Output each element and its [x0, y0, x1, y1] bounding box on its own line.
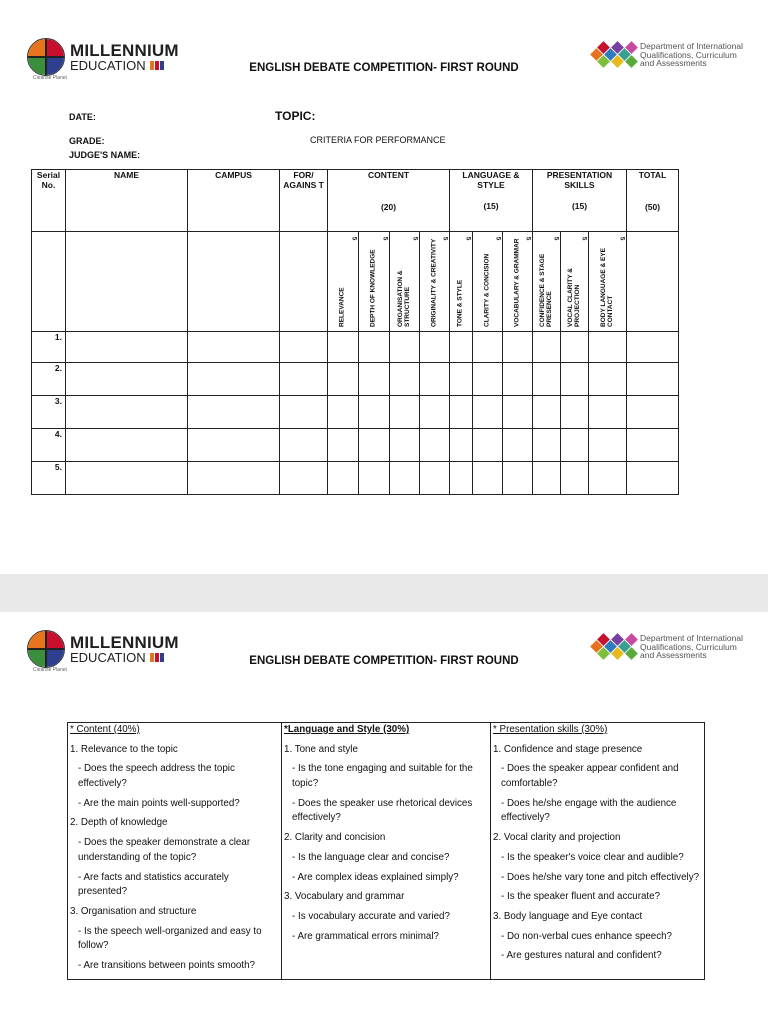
- name-header: NAME: [66, 170, 188, 232]
- presentation-group-marks: (15): [571, 201, 588, 211]
- score-cell[interactable]: [188, 363, 280, 396]
- score-cell[interactable]: [280, 363, 328, 396]
- mosaic-icon: [590, 38, 636, 72]
- score-cell[interactable]: [627, 363, 679, 396]
- score-cell[interactable]: [450, 429, 473, 462]
- score-cell[interactable]: [503, 363, 533, 396]
- score-cell[interactable]: [390, 363, 420, 396]
- criteria-label: VOCABULARY & GRAMMAR: [513, 238, 521, 327]
- score-cell[interactable]: [280, 396, 328, 429]
- language-group-header: [450, 170, 533, 232]
- rubric-item: - Is the speaker fluent and accurate?: [501, 891, 661, 903]
- content-criteria-cell: [68, 723, 282, 980]
- score-cell[interactable]: [561, 363, 589, 396]
- rubric-item: 1. Confidence and stage presence: [493, 743, 643, 755]
- rubric-item: 3. Vocabulary and grammar: [284, 891, 405, 903]
- score-cell[interactable]: [627, 332, 679, 363]
- score-cell[interactable]: [390, 332, 420, 363]
- criteria-max-mark: 5: [411, 236, 419, 241]
- criteria-max-mark: 5: [552, 236, 560, 241]
- content-group-marks: (20): [380, 202, 397, 212]
- criteria-row: [32, 232, 679, 332]
- judge-name-label: JUDGE'S NAME:: [69, 150, 141, 160]
- criteria-label: CLARITY & CONCISION: [483, 253, 491, 327]
- score-cell[interactable]: [66, 332, 188, 363]
- criteria-max-mark: 5: [494, 236, 502, 241]
- brand-name: MILLENNIUM: [70, 633, 179, 652]
- score-cell[interactable]: [188, 332, 280, 363]
- score-cell[interactable]: [188, 462, 280, 495]
- language-criteria-cell: [282, 723, 491, 980]
- rubric-item: - Are transitions between points smooth?: [78, 959, 255, 971]
- rubric-item: - Does the speaker appear confident and comfortable?: [501, 763, 679, 790]
- score-cell[interactable]: [473, 396, 503, 429]
- rubric-item: 2. Clarity and concision: [284, 832, 386, 844]
- score-cell[interactable]: [533, 363, 561, 396]
- criteria-blank: [32, 232, 66, 332]
- department-logo-2: [590, 630, 743, 664]
- content-criteria-title: * Content (40%): [70, 724, 140, 735]
- criteria-label: TONE & STYLE: [456, 279, 464, 327]
- score-cell[interactable]: [473, 332, 503, 363]
- score-cell[interactable]: [390, 396, 420, 429]
- score-cell[interactable]: [188, 429, 280, 462]
- total-header: [627, 170, 679, 232]
- criteria-label: CRITERIA FOR PERFORMANCE: [310, 135, 446, 145]
- score-cell[interactable]: [533, 332, 561, 363]
- rubric-item: - Is the speaker's voice clear and audible?: [501, 851, 684, 863]
- rubric-item: - Are grammatical errors minimal?: [292, 930, 439, 942]
- content-group-label: CONTENT: [367, 170, 410, 180]
- criteria-header-2: [359, 232, 390, 332]
- language-group-marks: (15): [483, 201, 499, 211]
- criteria-max-mark: 5: [381, 236, 389, 241]
- for-against-header: FOR/ AGAINS T: [280, 170, 328, 232]
- score-cell[interactable]: [533, 429, 561, 462]
- score-cell[interactable]: [589, 363, 627, 396]
- rubric-item: 3. Body language and Eye contact: [493, 910, 643, 922]
- content-group-header: [328, 170, 450, 232]
- score-cell[interactable]: [188, 396, 280, 429]
- criteria-header-9: [561, 232, 589, 332]
- score-cell[interactable]: [473, 429, 503, 462]
- rubric-item: - Does the speaker demonstrate a clear understanding of the topic?: [78, 837, 251, 863]
- serial-number: 5.: [32, 462, 66, 495]
- language-group-label: LANGUAGE & STYLE: [462, 170, 520, 190]
- table-row: [32, 332, 679, 363]
- criteria-max-mark: 5: [464, 236, 472, 241]
- criteria-label: VOCAL CLARITY & PROJECTION: [566, 268, 581, 327]
- score-cell[interactable]: [589, 429, 627, 462]
- score-cell[interactable]: [280, 332, 328, 363]
- presentation-criteria-cell: [491, 723, 705, 980]
- total-marks: (50): [644, 202, 661, 212]
- rubric-item: - Are the main points well-supported?: [78, 797, 240, 809]
- rubric-item: - Do non-verbal cues enhance speech?: [501, 930, 673, 942]
- score-cell[interactable]: [589, 462, 627, 495]
- document-title-2: ENGLISH DEBATE COMPETITION- FIRST ROUND: [249, 655, 519, 667]
- score-table: [31, 169, 679, 495]
- logo-tagline: Cleanse Planet: [33, 75, 67, 81]
- criteria-label: CONFIDENCE & STAGE PRESENCE: [538, 253, 553, 327]
- department-line1: Department of International: [640, 632, 744, 643]
- criteria-label: DEPTH OF KNOWLEDGE: [369, 249, 377, 327]
- score-cell[interactable]: [589, 396, 627, 429]
- department-line3: and Assessments: [640, 650, 707, 661]
- score-cell[interactable]: [420, 462, 450, 495]
- table-row: [32, 396, 679, 429]
- rubric-page: [0, 612, 768, 1024]
- score-cell[interactable]: [473, 363, 503, 396]
- score-cell[interactable]: [627, 429, 679, 462]
- topic-label: TOPIC:: [275, 109, 316, 123]
- score-cell[interactable]: [328, 332, 359, 363]
- rubric-item: - Does he/she engage with the audience effectively?: [501, 797, 677, 824]
- score-cell[interactable]: [390, 462, 420, 495]
- serial-number: 4.: [32, 429, 66, 462]
- score-cell[interactable]: [561, 396, 589, 429]
- rubric-item: 2. Vocal clarity and projection: [493, 832, 621, 844]
- mosaic-icon: [590, 630, 636, 664]
- score-cell[interactable]: [66, 363, 188, 396]
- score-cell[interactable]: [280, 462, 328, 495]
- presentation-group-label: PRESENTATION SKILLS: [546, 170, 613, 190]
- score-cell[interactable]: [561, 429, 589, 462]
- rubric-item: - Is the language clear and concise?: [292, 851, 450, 863]
- presentation-criteria-title: * Presentation skills (30%): [493, 724, 608, 735]
- department-line2: Qualifications, Curriculum: [640, 49, 737, 60]
- score-cell[interactable]: [328, 363, 359, 396]
- rubric-item: - Does he/she vary tone and pitch effectively?: [501, 871, 700, 883]
- rubric-item: 1. Tone and style: [284, 743, 358, 755]
- table-row: [32, 429, 679, 462]
- grade-label: GRADE:: [69, 136, 105, 146]
- rubric-item: - Are gestures natural and confident?: [501, 950, 662, 962]
- score-cell[interactable]: [66, 429, 188, 462]
- rubric-item: - Is the tone engaging and suitable for the topic?: [292, 763, 473, 790]
- campus-header: CAMPUS: [188, 170, 280, 232]
- criteria-max-mark: 5: [350, 236, 358, 241]
- department-logo: [590, 38, 743, 72]
- department-line1: Department of International: [640, 40, 744, 51]
- score-cell[interactable]: [533, 462, 561, 495]
- total-label: TOTAL: [638, 170, 667, 180]
- score-cell[interactable]: [328, 462, 359, 495]
- score-cell[interactable]: [328, 396, 359, 429]
- criteria-header-6: [473, 232, 503, 332]
- criteria-max-mark: 5: [580, 236, 588, 241]
- document-title: ENGLISH DEBATE COMPETITION- FIRST ROUND: [249, 62, 519, 74]
- logo-tagline: Cleanse Planet: [33, 667, 67, 673]
- score-cell[interactable]: [450, 332, 473, 363]
- rubric-item: 2. Depth of knowledge: [70, 817, 168, 829]
- criteria-label: RELEVANCE: [338, 287, 346, 327]
- score-cell[interactable]: [359, 429, 390, 462]
- score-cell[interactable]: [503, 429, 533, 462]
- brand-name: MILLENNIUM: [70, 41, 179, 60]
- score-cell[interactable]: [450, 462, 473, 495]
- rubric-item: - Is vocabulary accurate and varied?: [292, 910, 450, 922]
- rubric-table: [67, 722, 705, 980]
- rubric-item: - Is the speech well-organized and easy to follow?: [78, 925, 262, 952]
- rubric-item: 3. Organisation and structure: [70, 905, 197, 917]
- criteria-label: BODY LANGUAGE & EYE CONTACT: [599, 248, 614, 327]
- serial-header: Serial No.: [32, 170, 66, 232]
- score-cell[interactable]: [420, 396, 450, 429]
- score-cell[interactable]: [420, 429, 450, 462]
- score-cell[interactable]: [561, 332, 589, 363]
- score-cell[interactable]: [420, 363, 450, 396]
- score-cell[interactable]: [280, 429, 328, 462]
- serial-number: 1.: [32, 332, 66, 363]
- score-cell[interactable]: [561, 462, 589, 495]
- score-cell[interactable]: [533, 396, 561, 429]
- criteria-blank: [188, 232, 280, 332]
- date-label: DATE:: [69, 112, 96, 122]
- score-cell[interactable]: [503, 462, 533, 495]
- score-cell[interactable]: [359, 332, 390, 363]
- criteria-header-5: [450, 232, 473, 332]
- score-cell[interactable]: [589, 332, 627, 363]
- rubric-item: - Does the speaker use rhetorical devices effectively?: [292, 797, 473, 824]
- criteria-max-mark: 5: [618, 236, 626, 241]
- table-row: [32, 363, 679, 396]
- brand-subname: EDUCATION: [70, 650, 146, 665]
- score-cell[interactable]: [359, 363, 390, 396]
- department-line3: and Assessments: [640, 58, 707, 69]
- score-cell[interactable]: [359, 462, 390, 495]
- score-cell[interactable]: [627, 462, 679, 495]
- score-cell[interactable]: [328, 429, 359, 462]
- rubric-item: 1. Relevance to the topic: [70, 743, 178, 755]
- criteria-header-1: [328, 232, 359, 332]
- serial-number: 2.: [32, 363, 66, 396]
- criteria-blank: [66, 232, 188, 332]
- score-cell[interactable]: [420, 332, 450, 363]
- serial-number: 3.: [32, 396, 66, 429]
- rubric-item: - Are complex ideas explained simply?: [292, 871, 459, 883]
- criteria-header-10: [589, 232, 627, 332]
- criteria-header-3: [390, 232, 420, 332]
- criteria-blank: [627, 232, 679, 332]
- score-cell[interactable]: [627, 396, 679, 429]
- score-cell[interactable]: [503, 396, 533, 429]
- department-line2: Qualifications, Curriculum: [640, 641, 737, 652]
- score-cell[interactable]: [450, 396, 473, 429]
- score-cell[interactable]: [473, 462, 503, 495]
- criteria-blank: [280, 232, 328, 332]
- score-cell[interactable]: [390, 429, 420, 462]
- criteria-header-4: [420, 232, 450, 332]
- presentation-group-header: [533, 170, 627, 232]
- criteria-label: ORIGINALITY & CREATIVITY: [430, 238, 438, 327]
- rubric-item: - Does the speech address the topic effectively?: [78, 763, 235, 790]
- score-cell[interactable]: [66, 462, 188, 495]
- criteria-header-8: [533, 232, 561, 332]
- criteria-max-mark: 5: [524, 236, 532, 241]
- rubric-item: - Are facts and statistics accurately presented?: [78, 871, 229, 898]
- brand-subname: EDUCATION: [70, 58, 146, 73]
- language-criteria-title: *Language and Style (30%): [284, 724, 410, 735]
- criteria-header-7: [503, 232, 533, 332]
- criteria-label: ORGANISATION & STRUCTURE: [396, 270, 411, 327]
- criteria-max-mark: 5: [441, 236, 449, 241]
- score-cell[interactable]: [503, 332, 533, 363]
- table-row: [32, 462, 679, 495]
- score-cell[interactable]: [359, 396, 390, 429]
- score-cell[interactable]: [66, 396, 188, 429]
- score-cell[interactable]: [450, 363, 473, 396]
